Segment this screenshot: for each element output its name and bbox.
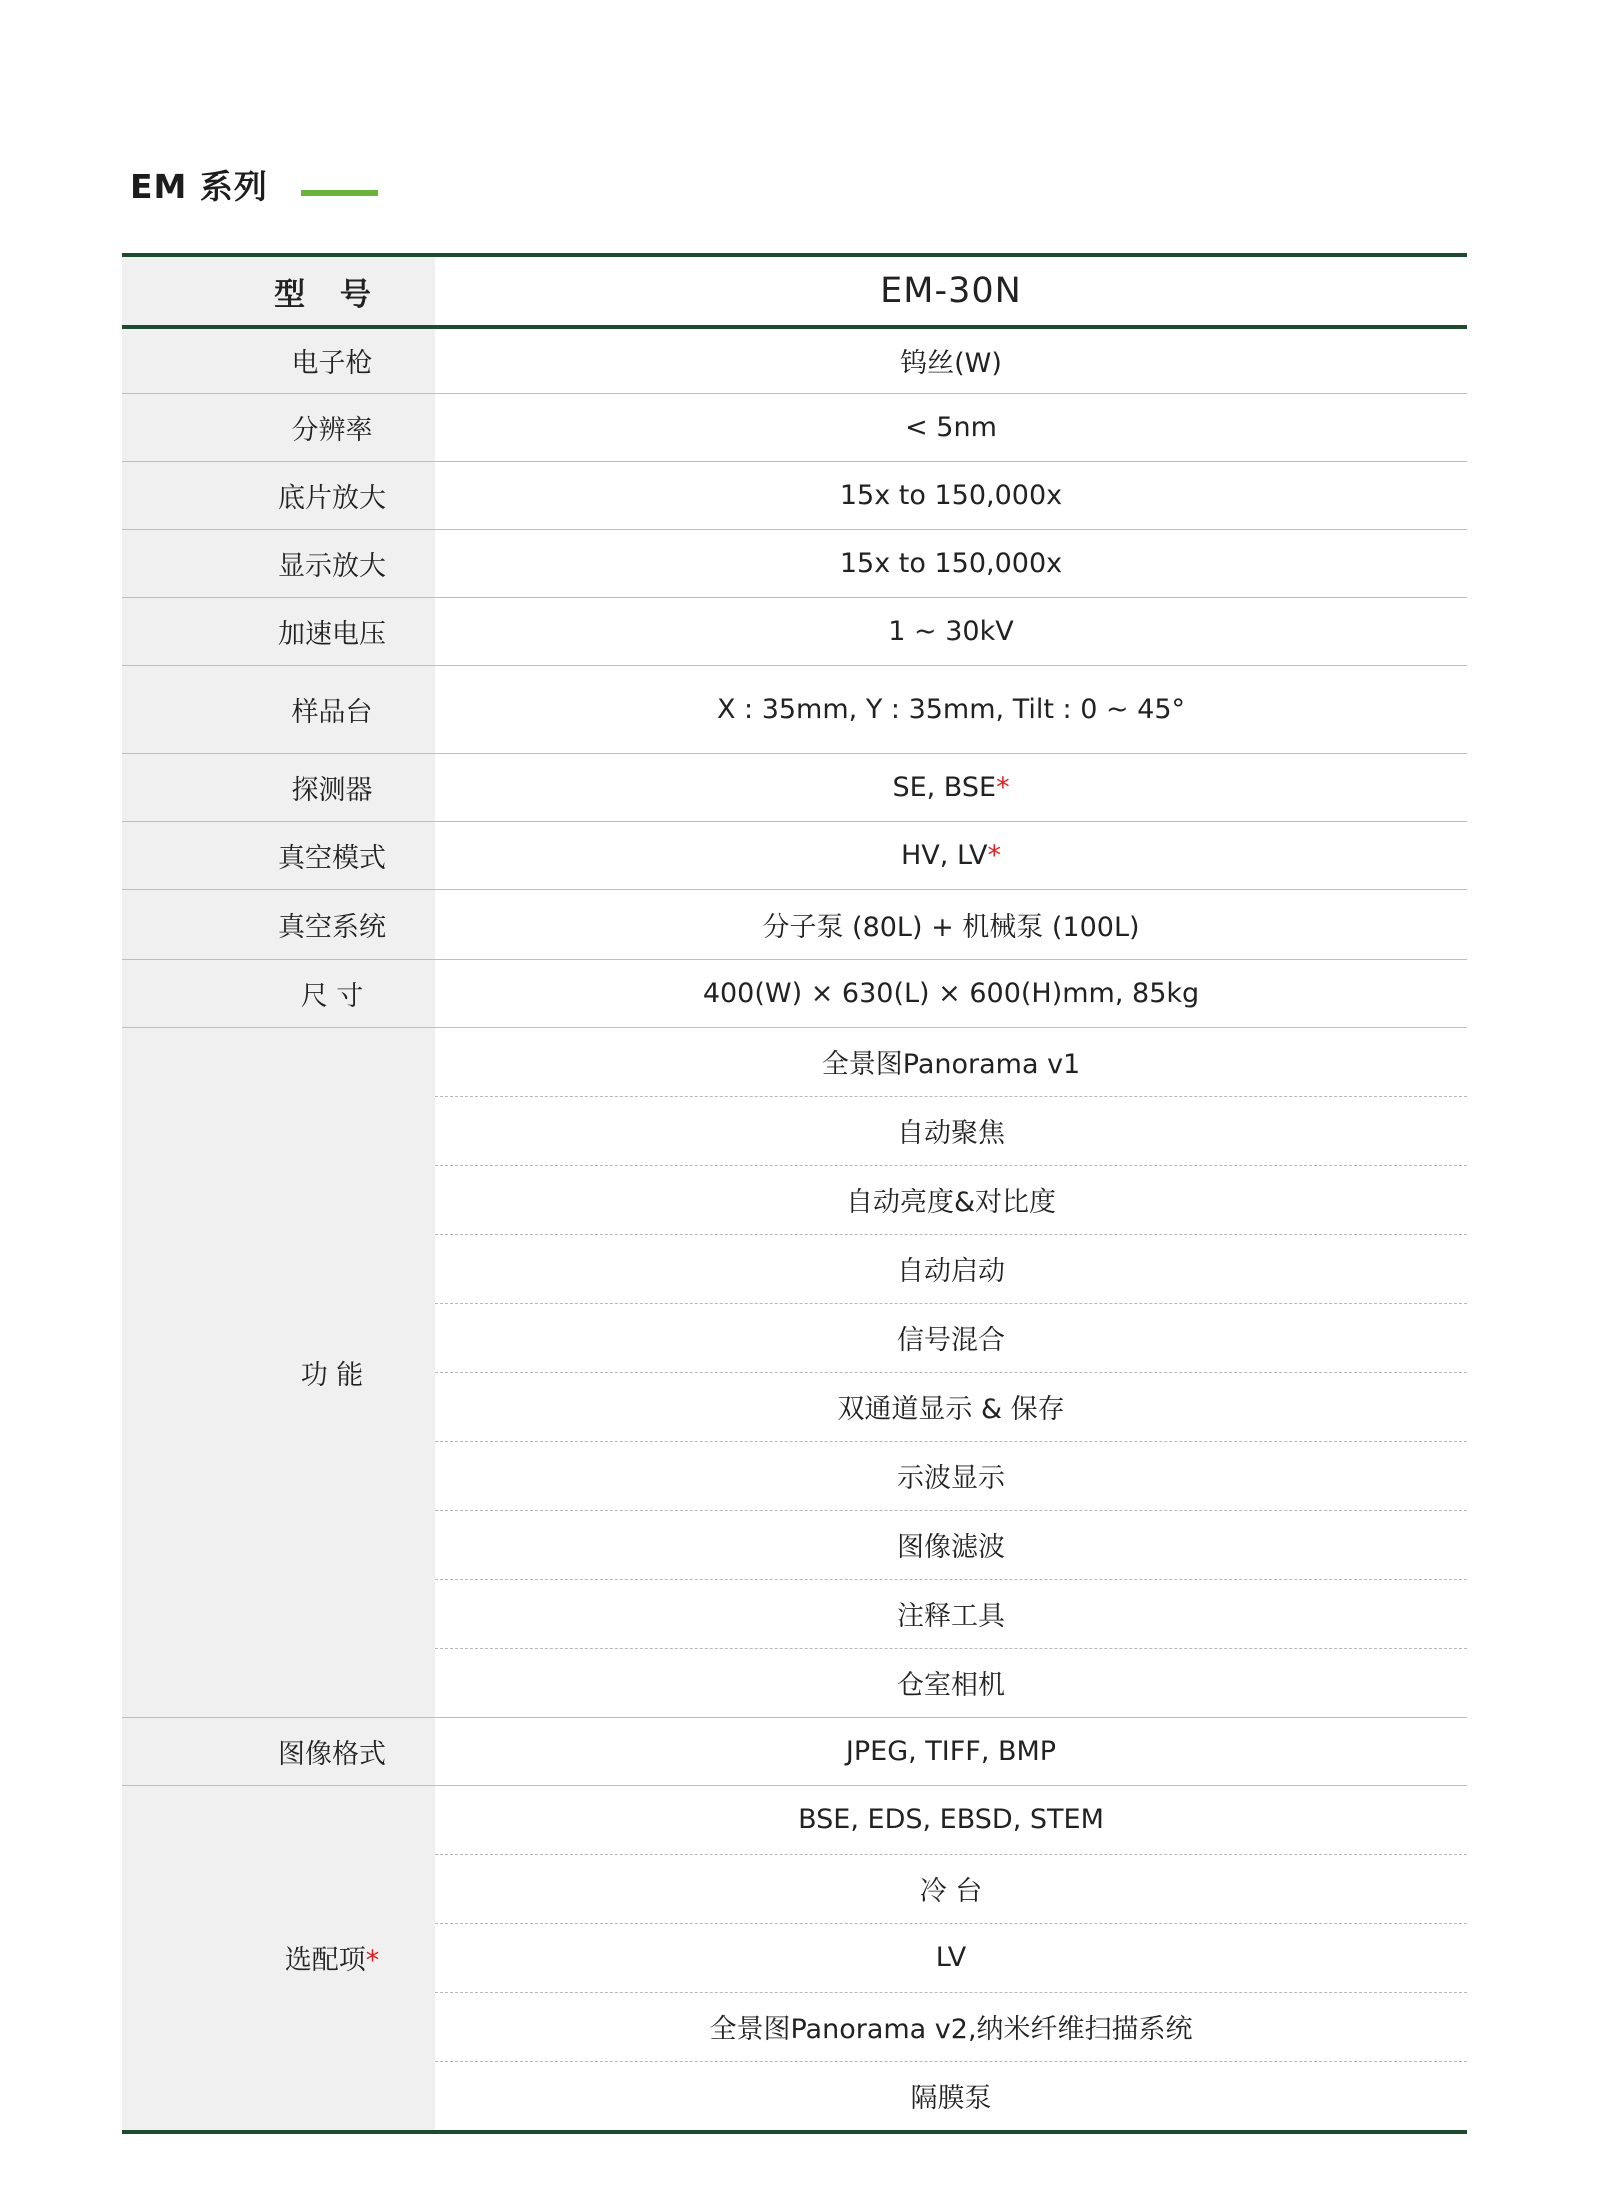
list-item: 信号混合 — [435, 1304, 1467, 1373]
asterisk-mark: * — [365, 1945, 380, 1976]
row-label: 分辨率 — [291, 414, 373, 446]
table-row — [122, 665, 1467, 753]
list-item: 隔膜泵 — [910, 2083, 992, 2114]
section-title: EM 系列 — [130, 166, 268, 206]
row-label: 探测器 — [291, 774, 373, 806]
section-heading — [130, 162, 268, 206]
row-value: 1 ~ 30kV — [435, 597, 1467, 665]
row-label: 真空模式 — [278, 842, 386, 874]
list-item: 图像滤波 — [435, 1511, 1467, 1580]
list-item: BSE, EDS, EBSD, STEM — [435, 1786, 1467, 1855]
options-list — [435, 1785, 1467, 2132]
table-row — [122, 597, 1467, 665]
row-value: X : 35mm, Y : 35mm, Tilt : 0 ~ 45° — [435, 665, 1467, 753]
options-row — [122, 1785, 1467, 2132]
asterisk-mark: * — [996, 771, 1010, 803]
list-item: 全景图Panorama v2,纳米纤维扫描系统 — [435, 1993, 1467, 2062]
model-name: EM-30N — [435, 255, 1467, 327]
spec-table — [122, 253, 1467, 2134]
table-row — [122, 959, 1467, 1027]
row-value: 钨丝(W) — [435, 327, 1467, 393]
table-row — [122, 753, 1467, 821]
row-value: 400(W) × 630(L) × 600(H)mm, 85kg — [435, 959, 1467, 1027]
row-value: 分子泵 (80L) + 机械泵 (100L) — [435, 889, 1467, 959]
list-item: 注释工具 — [435, 1580, 1467, 1649]
row-value: SE, BSE — [892, 771, 997, 803]
row-value: 15x to 150,000x — [435, 529, 1467, 597]
table-row — [122, 393, 1467, 461]
table-row — [122, 327, 1467, 393]
list-item: 全景图Panorama v1 — [435, 1028, 1467, 1097]
table-row — [122, 889, 1467, 959]
list-item: LV — [435, 1924, 1467, 1993]
table-row — [122, 461, 1467, 529]
table-row — [122, 821, 1467, 889]
table-row — [122, 1717, 1467, 1785]
functions-row — [122, 1027, 1467, 1717]
row-label: 电子枪 — [291, 348, 373, 380]
list-item: 自动启动 — [435, 1235, 1467, 1304]
asterisk-mark: * — [987, 839, 1001, 871]
row-value: 15x to 150,000x — [435, 461, 1467, 529]
row-label: 图像格式 — [278, 1738, 386, 1770]
list-item: 自动聚焦 — [435, 1097, 1467, 1166]
row-value-cell — [435, 821, 1467, 889]
row-label: 尺 寸 — [300, 980, 364, 1012]
row-label: 真空系统 — [278, 911, 386, 943]
row-label: 底片放大 — [278, 482, 386, 514]
table-header-row — [122, 255, 1467, 327]
list-item: 冷 台 — [435, 1855, 1467, 1924]
list-item: 双通道显示 & 保存 — [435, 1373, 1467, 1442]
header-label-cell — [122, 255, 435, 327]
list-item: 自动亮度&对比度 — [435, 1166, 1467, 1235]
list-item: 示波显示 — [435, 1442, 1467, 1511]
list-item: 仓室相机 — [897, 1670, 1005, 1701]
row-value: JPEG, TIFF, BMP — [435, 1717, 1467, 1785]
row-label: 加速电压 — [278, 618, 386, 650]
header-label: 型 号 — [274, 276, 383, 313]
table-row — [122, 529, 1467, 597]
title-accent-bar — [301, 190, 378, 196]
row-label: 显示放大 — [278, 550, 386, 582]
row-value: HV, LV — [901, 839, 988, 871]
options-label: 选配项 — [284, 1945, 366, 1976]
row-label: 样品台 — [291, 696, 373, 728]
row-value-cell — [435, 753, 1467, 821]
functions-list — [435, 1027, 1467, 1717]
options-label-wrap — [122, 1938, 435, 1977]
row-value: < 5nm — [435, 393, 1467, 461]
functions-label: 功 能 — [300, 1359, 364, 1391]
